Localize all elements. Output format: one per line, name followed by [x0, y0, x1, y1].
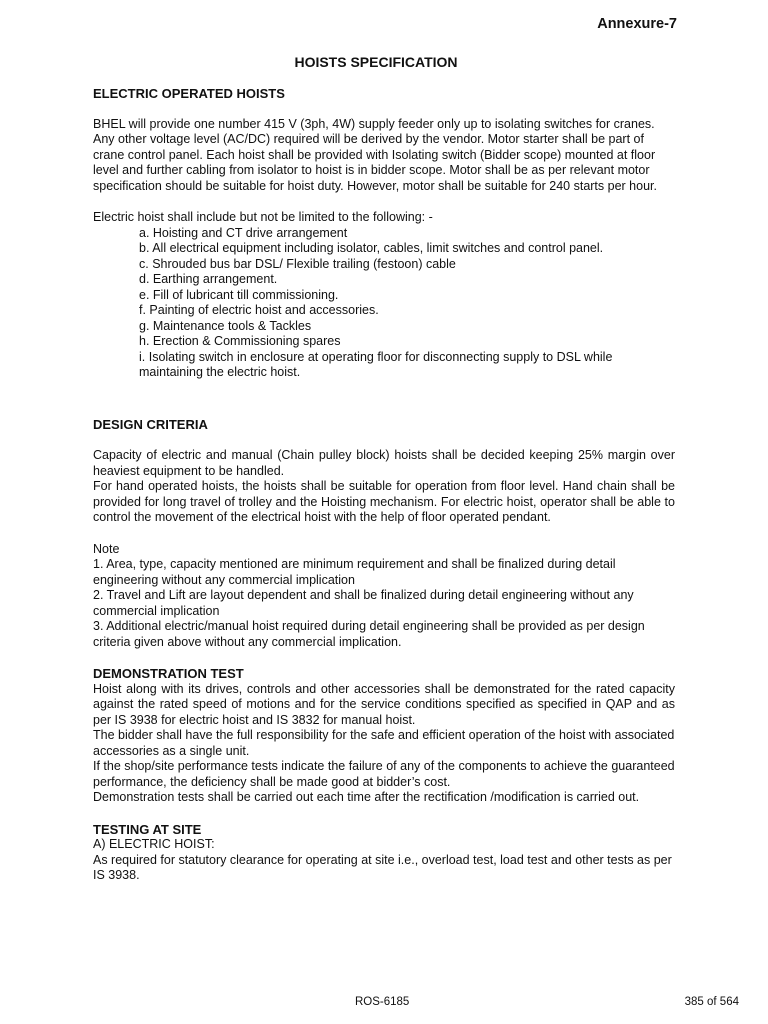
demo-paragraph: The bidder shall have the full responsibility for the safe and efficient operation of the hoist with associated accessories as a single unit. — [93, 728, 675, 758]
list-item: g. Maintenance tools & Tackles — [139, 318, 312, 333]
electric-list — [93, 226, 675, 381]
testing-paragraph: As required for statutory clearance for operating at site i.e., overload test, load test and other tests as per IS 3938. — [93, 852, 672, 882]
annexure-label: Annexure-7 — [597, 16, 677, 32]
section-heading-electric: ELECTRIC OPERATED HOISTS — [93, 86, 285, 101]
demo-paragraph: Demonstration tests shall be carried out each time after the rectification /modification is carried out. — [93, 790, 640, 804]
section-heading-design: DESIGN CRITERIA — [93, 416, 208, 432]
note-item: 2. Travel and Lift are layout dependent and shall be finalized during detail engineering without any commercial implication — [93, 588, 634, 618]
list-item: e. Fill of lubricant till commissioning. — [139, 287, 339, 302]
list-item: c. Shrouded bus bar DSL/ Flexible trailing (festoon) cable — [139, 256, 456, 271]
page-title: HOISTS SPECIFICATION — [294, 54, 458, 70]
page-number: 385 of 564 — [684, 996, 739, 1008]
section-heading-testing: TESTING AT SITE — [93, 821, 202, 837]
list-item: d. Earthing arrangement. — [139, 272, 278, 286]
design-paragraph-1: Capacity of electric and manual (Chain pulley block) hoists shall be decided keeping 25% margin over heaviest equipment to be handled. — [93, 448, 675, 478]
electric-paragraph: BHEL will provide one number 415 V (3ph, 4W) supply feeder only up to isolating switches for cranes. Any other voltage level (AC/DC) required will be derived by the vendor. Motor starter shall be part of crane control panel. Each hoist shall be provided with Isolating switch (Bidder scope) mounted at floor level and further cabling from isolator to hoist is in bidder scope. Motor shall be as per relevant motor specification should be suitable for hoist duty. However, motor shall be suitable for 240 starts per hour. — [93, 116, 657, 193]
list-item: f. Painting of electric hoist and accessories. — [139, 303, 379, 317]
list-item: h. Erection & Commissioning spares — [139, 334, 341, 348]
demo-paragraph: Hoist along with its drives, controls and other accessories shall be demonstrated for the rated capacity against the rated speed of motions and for the service conditions specified as specified in QAP and as per IS 3938 for electric hoist and IS 3832 for manual hoist. — [93, 681, 675, 727]
demo-paragraph: If the shop/site performance tests indicate the failure of any of the components to achieve the guaranteed performance, the deficiency shall be made good at bidder’s cost. — [93, 759, 675, 789]
note-item: 3. Additional electric/manual hoist required during detail engineering shall be provided as per design criteria given above without any commercial implication. — [93, 619, 645, 649]
list-item: i. Isolating switch in enclosure at operating floor for disconnecting supply to DSL while maintaining the electric hoist. — [139, 349, 613, 379]
document-id: ROS-6185 — [355, 996, 410, 1008]
section-heading-demo: DEMONSTRATION TEST — [93, 666, 244, 681]
note-label: Note — [93, 541, 120, 556]
testing-subheading: A) ELECTRIC HOIST: — [93, 837, 215, 851]
electric-intro: Electric hoist shall include but not be limited to the following: - — [93, 210, 433, 224]
design-paragraph-2: For hand operated hoists, the hoists shall be suitable for operation from floor level. Hand chain shall be provided for long travel of trolley and the Hoisting mechanism. For electric hoist, operator shall be able to control the movement of the electrical hoist with the help of floor operated pendant. — [93, 479, 675, 524]
list-item: a. Hoisting and CT drive arrangement — [139, 225, 348, 240]
document-body — [93, 86, 675, 884]
list-item: b. All electrical equipment including isolator, cables, limit switches and control panel. — [139, 241, 604, 255]
note-item: 1. Area, type, capacity mentioned are minimum requirement and shall be finalized during detail engineering without any commercial implication — [93, 557, 616, 587]
